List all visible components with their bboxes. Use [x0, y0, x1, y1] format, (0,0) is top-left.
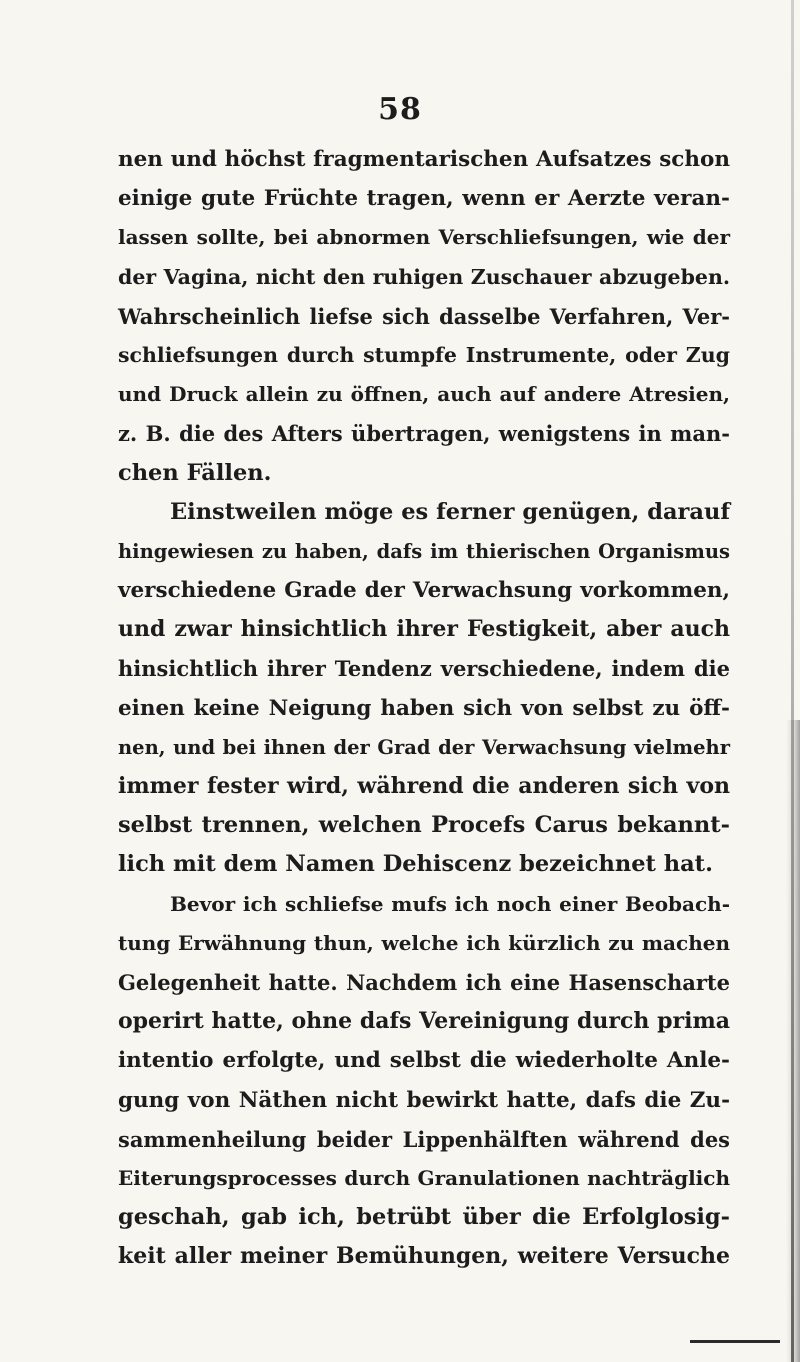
page-number: 58: [378, 92, 422, 127]
binding-shadow: [786, 720, 800, 1362]
text-line: selbst trennen, welchen Procefs Carus bekannt-: [118, 812, 730, 839]
text-line: Einstweilen möge es ferner genügen, darauf: [170, 498, 730, 525]
text-line: schliefsungen durch stumpfe Instrumente, oder Zug: [118, 342, 730, 367]
body-text: [118, 140, 730, 1276]
text-line: Gelegenheit hatte. Nachdem ich eine Hasenscharte: [118, 969, 730, 995]
text-line: der Vagina, nicht den ruhigen Zuschauer abzugeben.: [118, 264, 730, 289]
text-line: chen Fällen.: [118, 459, 272, 486]
text-line: intentio erfolgte, und selbst die wiederholte Anle-: [118, 1048, 730, 1074]
text-line: geschah, gab ich, betrübt über die Erfolglosig-: [118, 1204, 730, 1231]
text-line: einige gute Früchte tragen, wenn er Aerzte veran-: [118, 186, 730, 212]
text-line: und zwar hinsichtlich ihrer Festigkeit, aber auch: [118, 616, 730, 643]
text-line: hinsichtlich ihrer Tendenz verschiedene, indem die: [118, 656, 730, 682]
text-line: immer fester wird, während die anderen sich von: [118, 773, 730, 799]
text-line: sammenheilung beider Lippenhälften während des: [118, 1126, 730, 1152]
text-line: Bevor ich schliefse mufs ich noch einer Beobach-: [170, 891, 730, 916]
text-line: Eiterungsprocesses durch Granulationen nachträglich: [118, 1165, 730, 1190]
text-line: nen, und bei ihnen der Grad der Verwachsung vielmehr: [118, 735, 730, 759]
text-line: operirt hatte, ohne dafs Vereinigung durch prima: [118, 1008, 730, 1035]
text-line: hingewiesen zu haben, dafs im thierischen Organismus: [118, 539, 730, 563]
text-line: gung von Näthen nicht bewirkt hatte, dafs die Zu-: [118, 1087, 730, 1113]
text-line: nen und höchst fragmentarischen Aufsatzes schon: [118, 147, 730, 172]
text-line: verschiedene Grade der Verwachsung vorkommen,: [118, 578, 730, 604]
text-line: lich mit dem Namen Dehiscenz bezeichnet hat.: [118, 851, 713, 878]
text-line: einen keine Neigung haben sich von selbst zu öff-: [118, 695, 730, 721]
text-line: z. B. die des Afters übertragen, wenigstens in man-: [118, 421, 730, 447]
text-line: tung Erwähnung thun, welche ich kürzlich zu machen: [118, 930, 730, 955]
text-line: Wahrscheinlich liefse sich dasselbe Verfahren, Ver-: [118, 303, 730, 329]
bottom-edge-mark: [690, 1340, 780, 1343]
text-line: keit aller meiner Bemühungen, weitere Versuche: [118, 1243, 730, 1270]
text-line: und Druck allein zu öffnen, auch auf andere Atresien,: [118, 382, 730, 407]
text-line: lassen sollte, bei abnormen Verschliefsungen, wie der: [118, 225, 730, 250]
